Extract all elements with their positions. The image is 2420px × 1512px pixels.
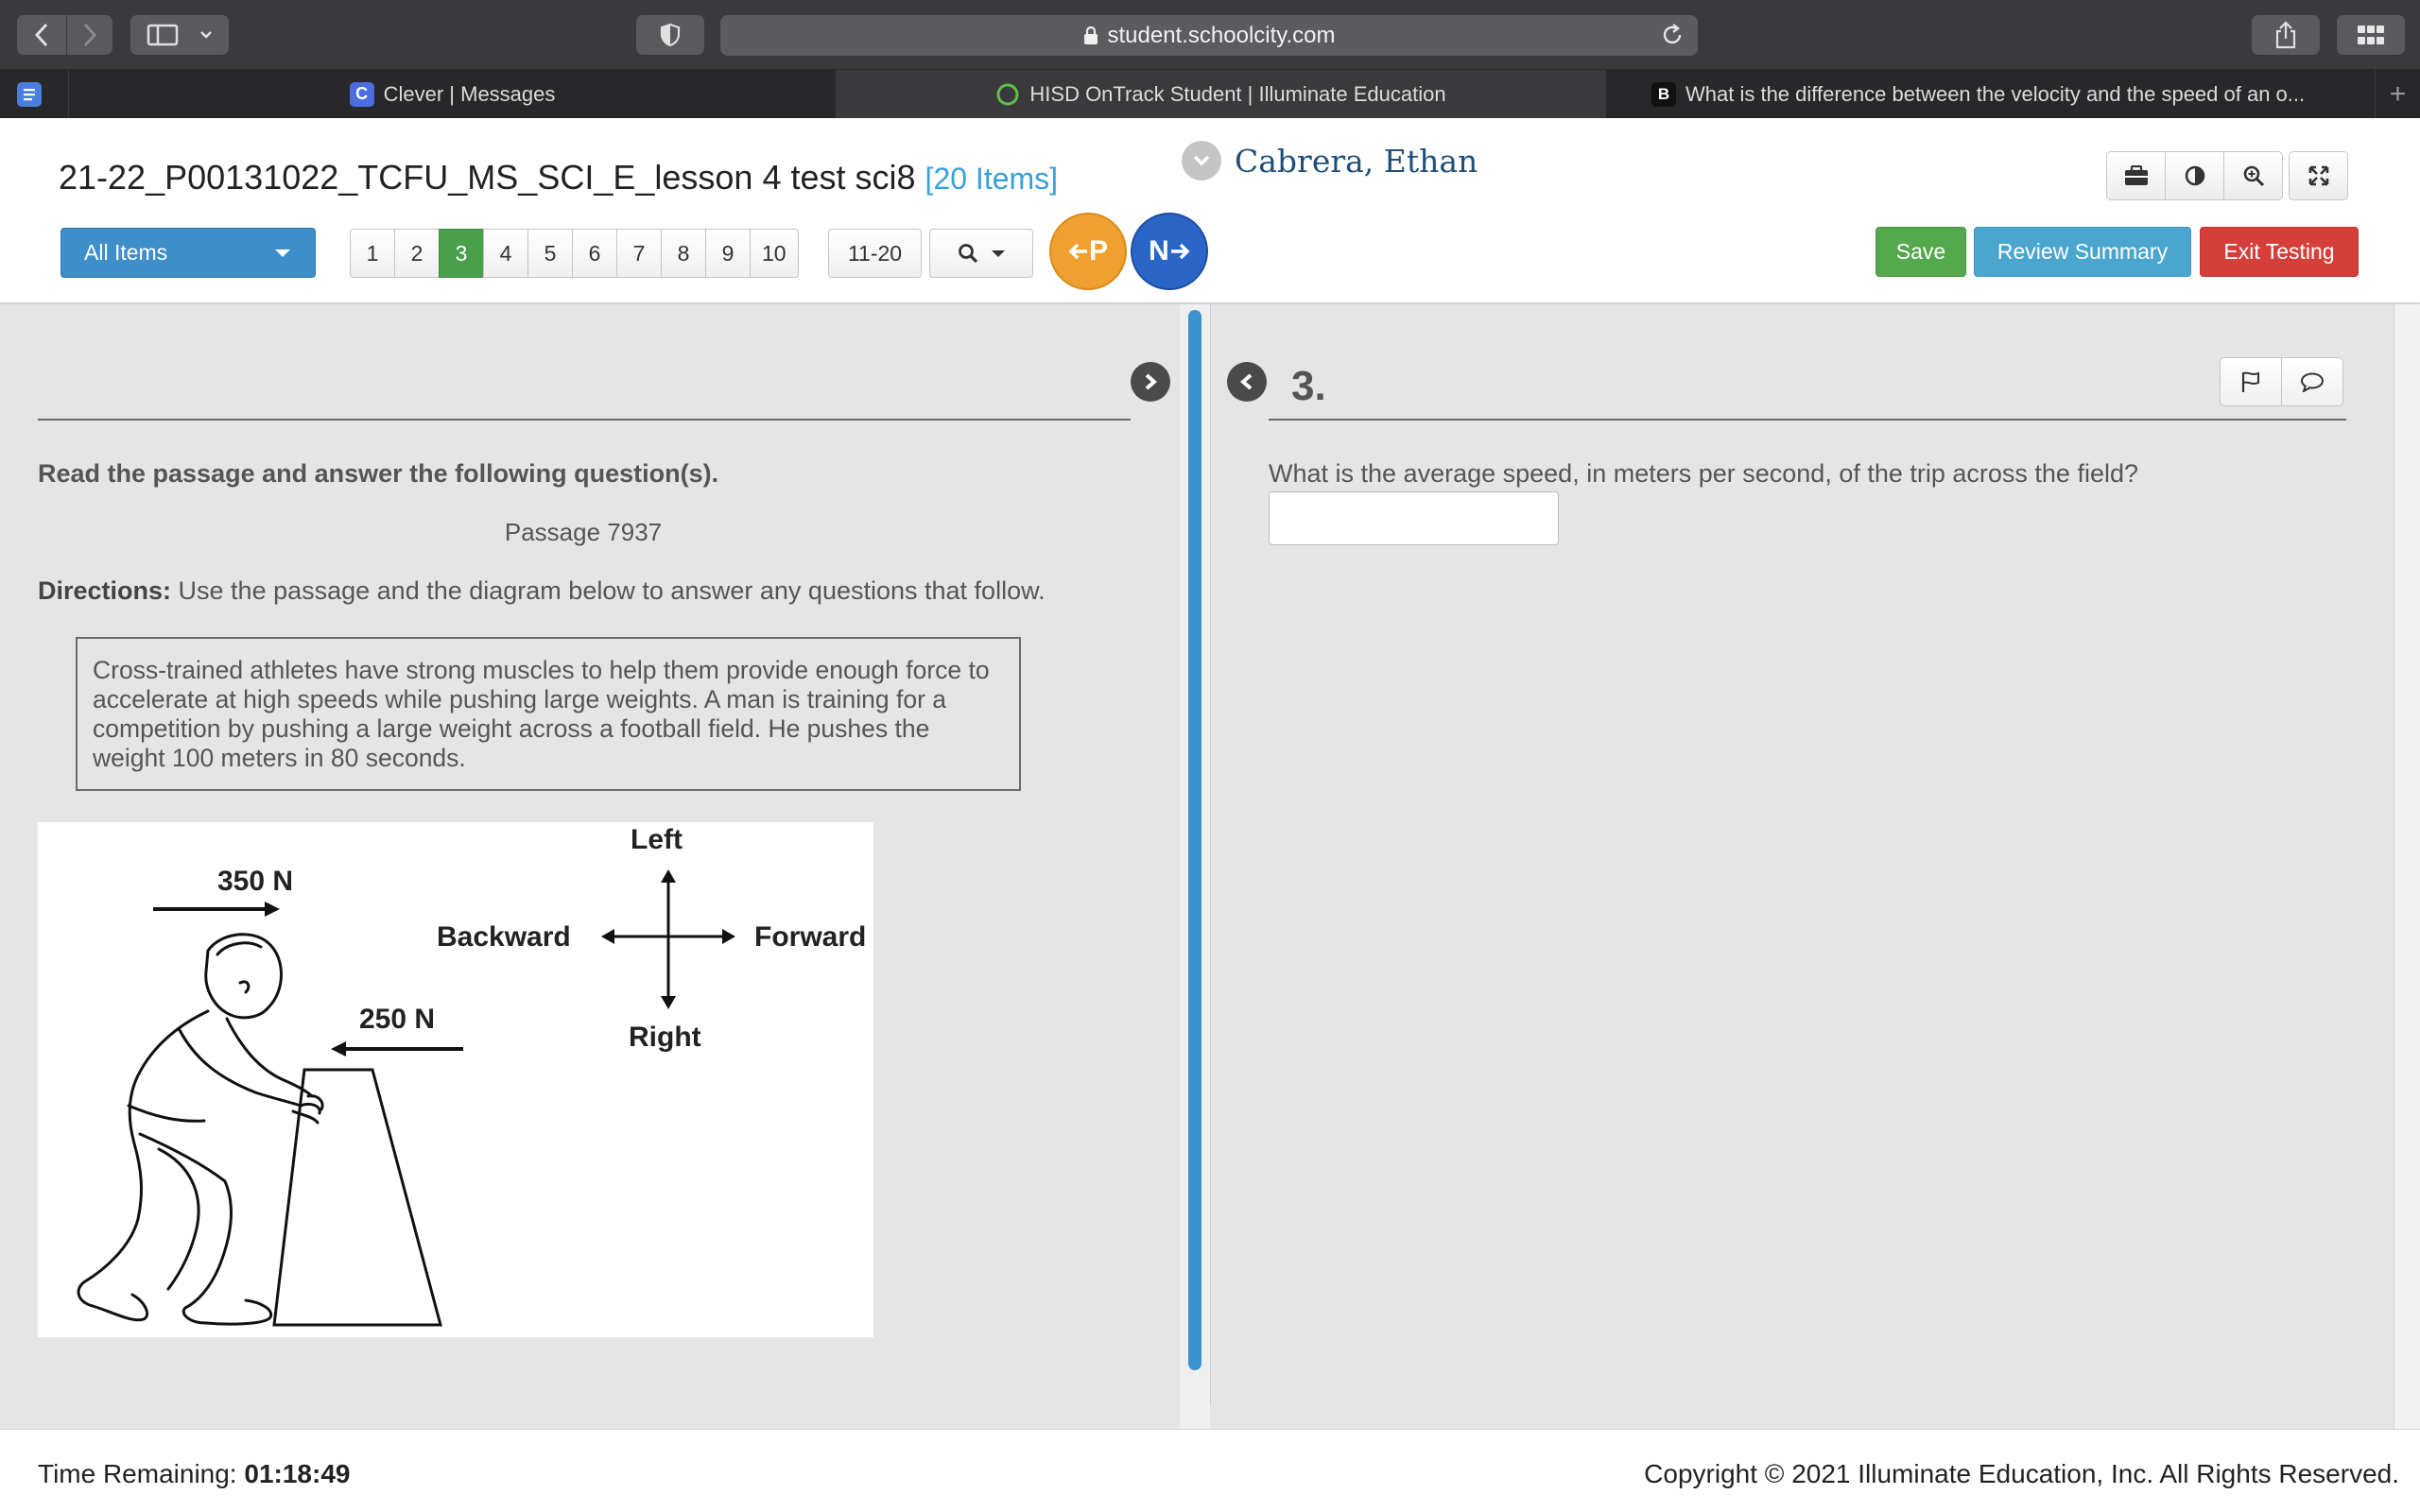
time-remaining-value: 01:18:49 (244, 1459, 351, 1488)
contrast-icon (2184, 164, 2206, 187)
directions-label: Directions: (38, 576, 172, 605)
question-divider (1269, 419, 2346, 421)
page-button-5[interactable]: 5 (527, 229, 573, 278)
pane-splitter[interactable] (1180, 304, 1210, 1429)
privacy-shield-button[interactable] (636, 15, 704, 55)
chevron-left-icon (34, 23, 49, 47)
reload-icon[interactable] (1660, 23, 1685, 47)
share-button[interactable] (2252, 15, 2320, 55)
page-scroll-gutter[interactable] (2394, 304, 2420, 1429)
compass-backward-label: Backward (437, 921, 571, 953)
test-tools (2107, 151, 2348, 200)
new-tab-button[interactable] (2375, 70, 2420, 118)
comment-icon (2300, 371, 2325, 392)
docs-icon (17, 82, 42, 107)
chevron-right-icon (1143, 372, 1158, 391)
student-menu[interactable] (1182, 141, 1478, 180)
time-remaining-label: Time Remaining: (38, 1459, 245, 1488)
address-bar[interactable] (720, 15, 1698, 56)
page-button-3-current[interactable]: 3 (439, 229, 484, 278)
chevron-down-icon (199, 30, 213, 40)
url-text: student.schoolcity.com (1107, 22, 1336, 48)
next-question-button[interactable] (1131, 213, 1208, 290)
compass-right-label: Right (629, 1022, 701, 1053)
force-forward-arrow (153, 902, 280, 917)
expand-passage-button[interactable] (1227, 362, 1267, 402)
tab-label: Clever | Messages (383, 81, 556, 106)
sidebar-docs-button[interactable] (0, 70, 68, 118)
collapse-passage-button[interactable] (1131, 362, 1170, 402)
answer-input[interactable] (1269, 491, 1559, 545)
question-tools (2220, 357, 2343, 406)
page-button-1[interactable]: 1 (350, 229, 395, 278)
passage-number: Passage 7937 (504, 518, 663, 546)
compass-forward-label: Forward (754, 921, 867, 953)
student-name: Cabrera, Ethan (1235, 142, 1478, 180)
page-range-button[interactable]: 11-20 (828, 229, 922, 278)
forward-button[interactable] (67, 15, 112, 55)
fullscreen-button[interactable] (2289, 151, 2348, 200)
arrow-right-icon (1169, 241, 1190, 262)
passage-divider (38, 419, 1131, 421)
copyright-notice: Copyright © 2021 Illuminate Education, Inc. All Rights Reserved. (1644, 1459, 2399, 1488)
back-button[interactable] (17, 15, 66, 55)
force-backward-arrow (331, 1041, 463, 1057)
previous-question-button[interactable] (1049, 213, 1127, 290)
exit-testing-button[interactable]: Exit Testing (2200, 227, 2359, 277)
time-remaining (38, 1459, 350, 1489)
tab-label: What is the difference between the velocity and the speed of an o... (1685, 81, 2306, 106)
items-count-link[interactable]: [20 Items] (925, 162, 1059, 196)
test-header (0, 118, 2420, 303)
page-button-2[interactable]: 2 (394, 229, 440, 278)
clever-c-icon: C (350, 82, 374, 107)
toolkit-icon (2124, 165, 2149, 186)
passage-directions (38, 576, 1046, 606)
tab-label: HISD OnTrack Student | Illuminate Education (1029, 81, 1446, 106)
question-text: What is the average speed, in meters per second, of the trip across the field? (1269, 459, 2138, 488)
comment-button[interactable] (2281, 357, 2343, 406)
zoom-button[interactable] (2223, 151, 2283, 200)
page-button-9[interactable]: 9 (705, 229, 751, 278)
shield-icon (660, 23, 681, 47)
sidebar-toggle-button[interactable] (130, 15, 229, 55)
tab-brainly[interactable] (1605, 70, 2375, 118)
fullscreen-icon (2308, 164, 2330, 187)
toolkit-button[interactable] (2106, 151, 2166, 200)
chevron-left-icon (1239, 372, 1254, 391)
passage-text-box: Cross-trained athletes have strong muscles to help them provide enough force to accelerate at high speeds while pushing large weights. A man is training for a competition by pushing a large weight across a football field. He pushes the weight 100 meters in 80 seconds. (76, 637, 1021, 791)
save-button[interactable]: Save (1876, 227, 1966, 277)
question-number: 3. (1291, 363, 1326, 409)
status-footer (0, 1429, 2420, 1512)
chevron-right-icon (82, 23, 97, 47)
next-label: N (1149, 235, 1169, 266)
pane-scrollbar[interactable] (1188, 310, 1201, 1370)
grid-icon (2357, 25, 2385, 45)
plus-icon: + (2389, 77, 2407, 110)
weight-block (274, 1070, 441, 1325)
question-pager (350, 229, 799, 278)
tab-clever[interactable] (68, 70, 836, 118)
test-name: 21-22_P00131022_TCFU_MS_SCI_E_lesson 4 test sci8 (59, 158, 916, 197)
share-icon (2274, 21, 2297, 49)
tab-strip (0, 70, 2420, 118)
page-button-10[interactable]: 10 (750, 229, 799, 278)
page-button-7[interactable]: 7 (616, 229, 662, 278)
review-summary-button[interactable]: Review Summary (1974, 227, 2191, 277)
page-button-6[interactable]: 6 (572, 229, 617, 278)
directions-text: Use the passage and the diagram below to answer any questions that follow. (171, 576, 1046, 605)
loading-ring-icon (995, 82, 1020, 107)
direction-compass (601, 869, 735, 1009)
brainly-b-icon: B (1651, 82, 1676, 107)
search-dropdown[interactable] (929, 229, 1033, 278)
chevron-down-icon (1182, 141, 1221, 180)
passage-instruction: Read the passage and answer the following question(s). (38, 459, 719, 488)
lock-icon (1083, 26, 1098, 45)
all-items-label: All Items (84, 240, 168, 265)
compass-left-label: Left (631, 824, 683, 855)
zoom-icon (2242, 164, 2265, 187)
force-350-label: 350 N (217, 866, 294, 897)
page-title (59, 158, 1058, 198)
flag-question-button[interactable] (2220, 357, 2282, 406)
arrow-left-icon (1068, 241, 1089, 262)
page-button-4[interactable]: 4 (483, 229, 528, 278)
browser-toolbar (0, 0, 2420, 70)
page-button-8[interactable]: 8 (661, 229, 706, 278)
tab-overview-button[interactable] (2337, 15, 2405, 55)
search-icon (958, 243, 978, 264)
sidebar-icon (147, 24, 179, 46)
all-items-dropdown[interactable] (60, 228, 316, 278)
caret-down-icon (992, 250, 1005, 257)
force-diagram (38, 822, 873, 1337)
contrast-button[interactable] (2165, 151, 2224, 200)
caret-down-icon (275, 249, 290, 257)
tab-hisd-ontrack[interactable] (836, 70, 1605, 118)
flag-icon (2240, 370, 2261, 393)
prev-label: P (1088, 235, 1108, 266)
force-250-label: 250 N (359, 1004, 436, 1035)
